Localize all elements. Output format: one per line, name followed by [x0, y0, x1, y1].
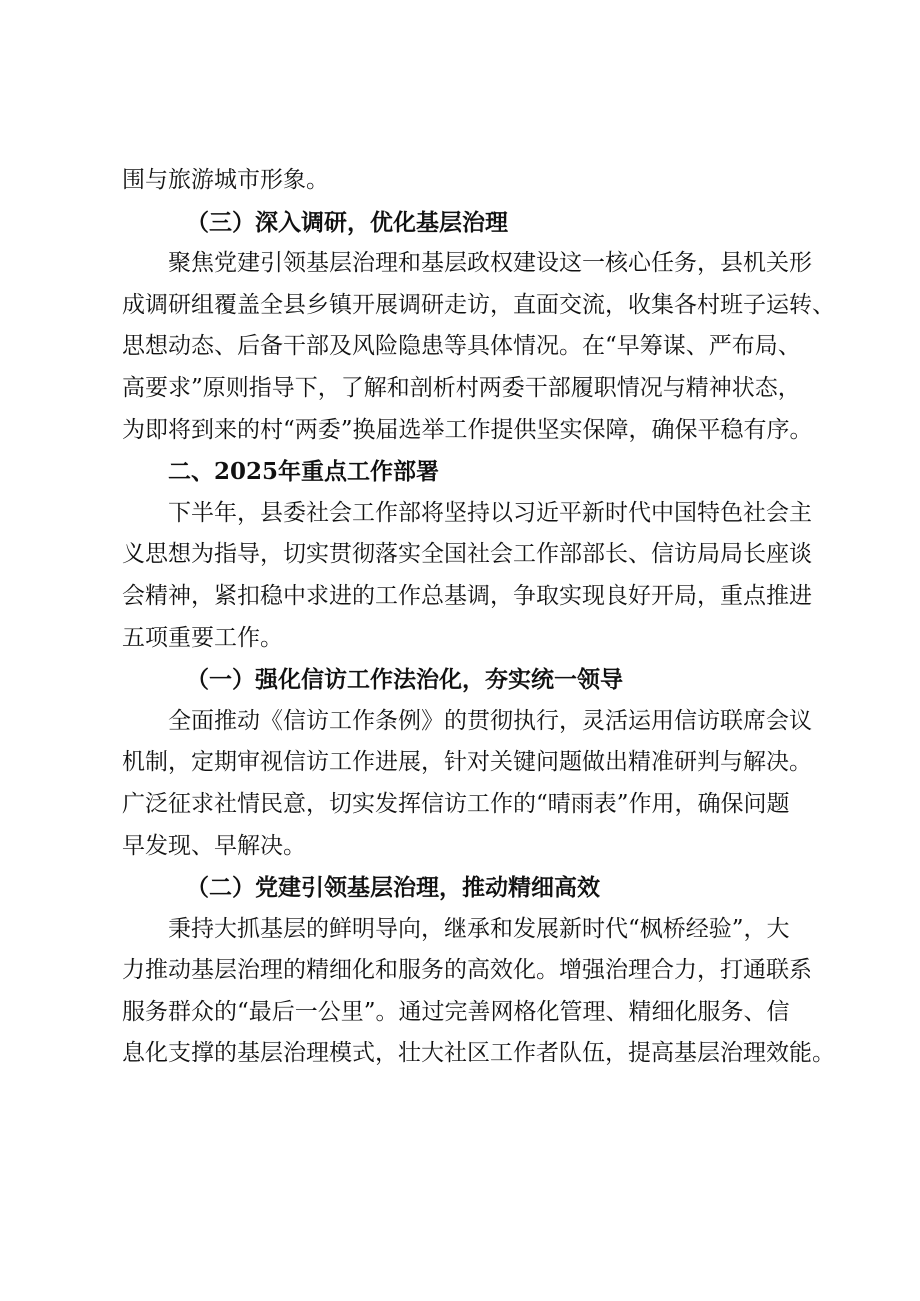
paragraph-line: 高要求”原则指导下，了解和剖析村两委干部履职情况与精神状态， [122, 374, 801, 401]
paragraph-line: 为即将到来的村“两委”换届选举工作提供坚实保障，确保平稳有序。 [122, 416, 813, 443]
paragraph-line: 成调研组覆盖全县乡镇开展调研走访，直面交流，收集各村班子运转、 [122, 291, 835, 318]
section-heading-2: （二）党建引领基层治理，推动精细高效 [186, 874, 600, 902]
paragraph-continuation: 围与旅游城市形象。 [122, 167, 329, 193]
paragraph-research [122, 243, 835, 451]
paragraph-line: 力推动基层治理的精细化和服务的高效化。增强治理合力，打通联系 [122, 957, 812, 984]
paragraph-line: 息化支撑的基层治理模式，壮大社区工作者队伍，提高基层治理效能。 [122, 1040, 835, 1067]
paragraph-line: 早发现、早解决。 [122, 832, 306, 859]
paragraph-line: 义思想为指导，切实贯彻落实全国社会工作部部长、信访局局长座谈 [122, 541, 812, 568]
paragraph-second-half [122, 493, 828, 659]
paragraph-grassroots [122, 909, 835, 1075]
paragraph-line: 聚焦党建引领基层治理和基层政权建设这一核心任务，县机关形 [168, 250, 812, 277]
paragraph-line: 会精神，紧扣稳中求进的工作总基调，争取实现良好开局，重点推进 [122, 582, 812, 609]
paragraph-line: 广泛征求社情民意，切实发挥信访工作的“晴雨表”作用，确保问题 [122, 790, 790, 817]
paragraph-line: 五项重要工作。 [122, 624, 283, 651]
paragraph-line: 服务群众的“最后一公里”。通过完善网格化管理、精细化服务、信 [122, 998, 790, 1025]
paragraph-line: 机制，定期审视信访工作进展，针对关键问题做出精准研判与解决。 [122, 749, 812, 776]
document-body [122, 160, 835, 1075]
chapter-heading-2: 二、2025年重点工作部署 [168, 458, 440, 486]
paragraph-petition [122, 701, 828, 867]
paragraph-line: 秉持大抓基层的鲜明导向，继承和发展新时代“枫桥经验”，大 [168, 915, 790, 942]
paragraph-line: 下半年，县委社会工作部将坚持以习近平新时代中国特色社会主 [168, 499, 812, 526]
paragraph-line: 全面推动《信访工作条例》的贯彻执行，灵活运用信访联席会议 [168, 707, 812, 734]
section-heading-3: （三）深入调研，优化基层治理 [186, 208, 508, 236]
section-heading-1: （一）强化信访工作法治化，夯实统一领导 [186, 666, 623, 694]
paragraph-line: 思想动态、后备干部及风险隐患等具体情况。在“早筹谋、严布局、 [122, 333, 801, 360]
